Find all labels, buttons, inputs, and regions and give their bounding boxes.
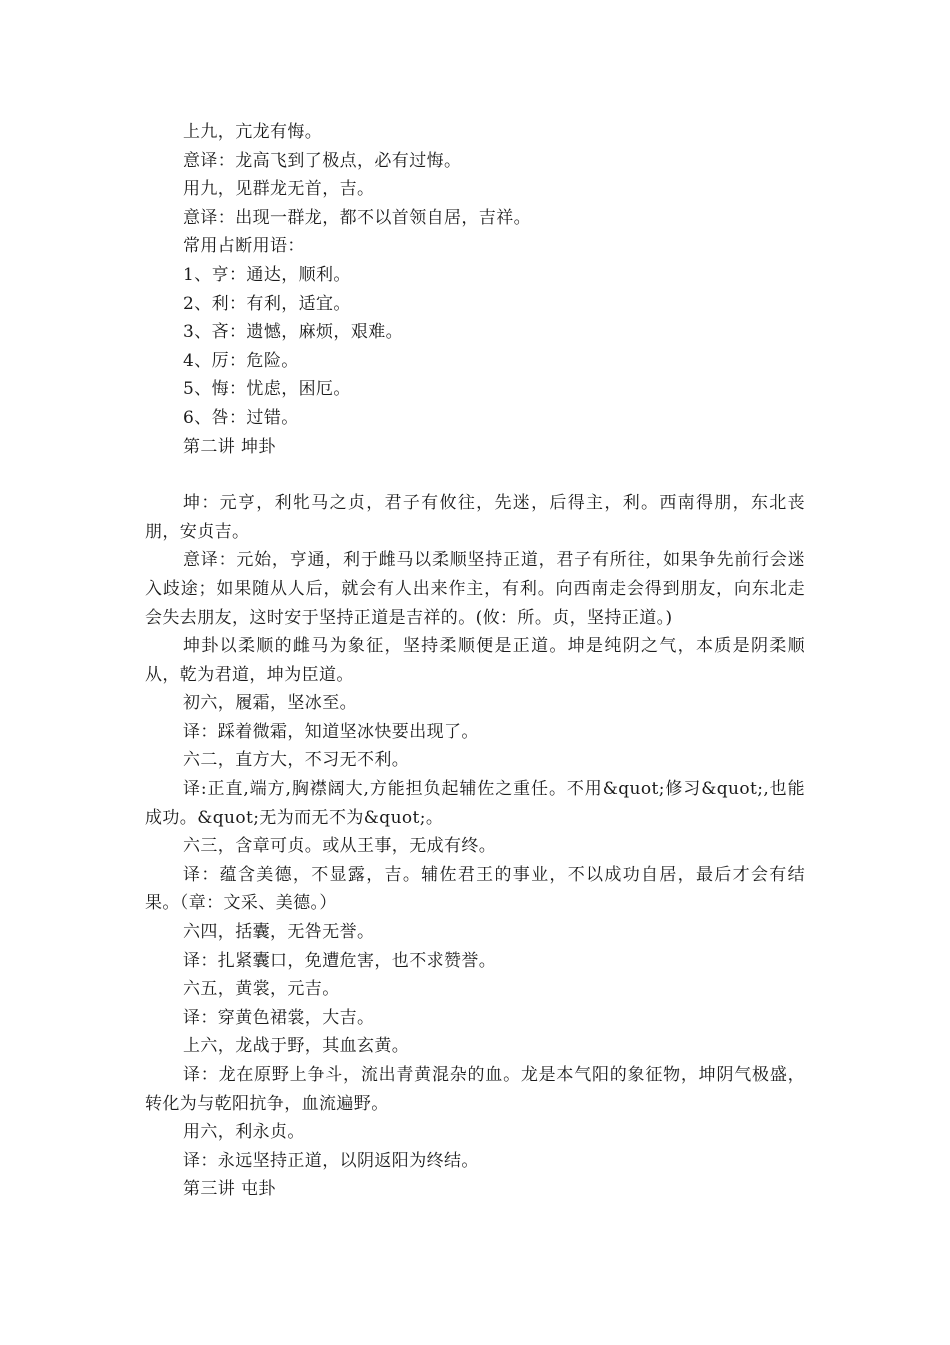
paragraph: 意译：元始，亨通，利于雌马以柔顺坚持正道，君子有所往，如果争先前行会迷入歧途；如果随从人后，就会有人出来作主，有利。向西南走会得到朋友，向东北走会失去朋友，这时安于坚持正道是吉祥的。(攸：所。贞，坚持正道。) [145, 550, 805, 628]
paragraph: 坤卦以柔顺的雌马为象征，坚持柔顺便是正道。坤是纯阴之气，本质是阴柔顺从，乾为君道，坤为臣道。 [145, 636, 805, 685]
paragraph: 上九，亢龙有悔。 [183, 122, 323, 142]
paragraph: 译：龙在原野上争斗，流出青黄混杂的血。龙是本气阳的象征物，坤阴气极盛，转化为与乾阳抗争，血流遍野。 [145, 1065, 805, 1114]
list-item: 6、咎：过错。 [183, 407, 299, 428]
section-heading: 第二讲 坤卦 [183, 436, 276, 457]
paragraph: 意译：出现一群龙，都不以首领自居，吉祥。 [183, 207, 531, 228]
paragraph: 用九，见群龙无首，吉。 [183, 179, 375, 200]
list-item: 5、悔：忧虑，困厄。 [183, 379, 351, 400]
paragraph: 常用占断用语： [183, 236, 305, 257]
list-item: 4、厉：危险。 [183, 350, 299, 371]
section-heading: 第三讲 屯卦 [183, 1179, 276, 1200]
paragraph: 译:正直,端方,胸襟阔大,方能担负起辅佐之重任。不用&quot;修习&quot;,也能成功。&quot;无为而无不为&quot;。 [145, 779, 805, 828]
document-body [145, 118, 805, 1204]
paragraph: 译：永远坚持正道，以阴返阳为终结。 [183, 1150, 479, 1171]
paragraph: 意译：龙高飞到了极点，必有过悔。 [183, 150, 462, 171]
list-item: 2、利：有利，适宜。 [183, 293, 351, 314]
paragraph: 用六，利永贞。 [183, 1122, 305, 1143]
paragraph: 坤：元亨，利牝马之贞，君子有攸往，先迷，后得主，利。西南得朋，东北丧朋，安贞吉。 [145, 493, 805, 542]
paragraph: 译：穿黄色裙裳，大吉。 [183, 1007, 375, 1028]
list-item: 1、亨：通达，顺利。 [183, 264, 351, 285]
blank-line [145, 461, 805, 489]
paragraph: 六五，黄裳，元吉。 [183, 979, 340, 1000]
paragraph: 译：扎紧囊口，免遭危害，也不求赞誉。 [183, 950, 497, 971]
paragraph: 译：踩着微霜，知道坚冰快要出现了。 [183, 721, 479, 742]
paragraph: 六四，括囊，无咎无誉。 [183, 922, 375, 943]
paragraph: 六三，含章可贞。或从王事，无成有终。 [183, 836, 497, 857]
paragraph: 译：蕴含美德，不显露，吉。辅佐君王的事业，不以成功自居，最后才会有结果。（章：文采、美德。） [145, 864, 805, 914]
paragraph: 初六，履霜，坚冰至。 [183, 693, 357, 714]
paragraph: 六二，直方大，不习无不利。 [183, 750, 410, 771]
list-item: 3、吝：遗憾，麻烦，艰难。 [183, 322, 404, 343]
paragraph: 上六，龙战于野，其血玄黄。 [183, 1036, 410, 1057]
